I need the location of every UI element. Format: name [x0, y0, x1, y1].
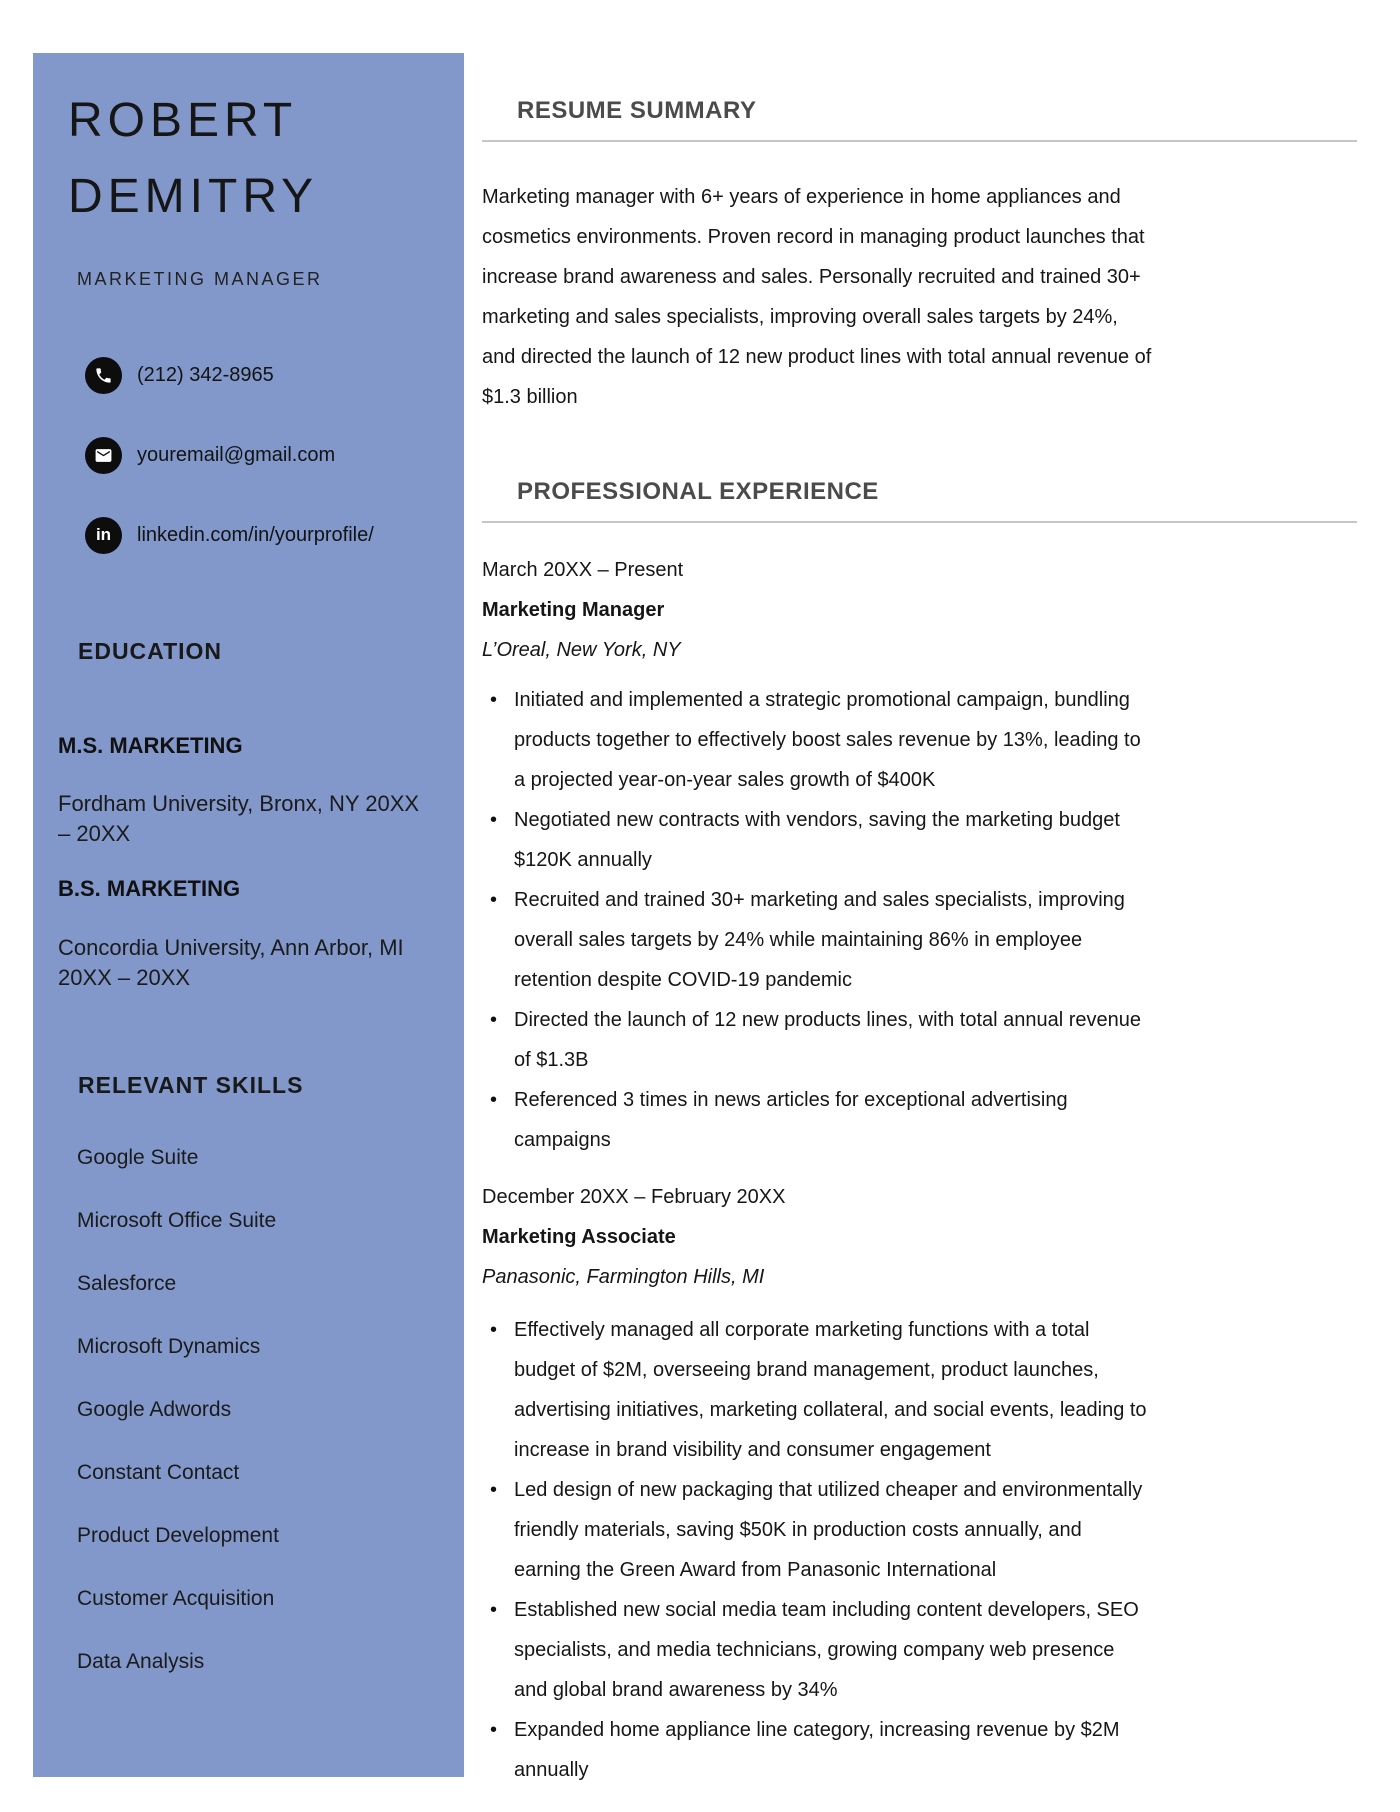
job1-header [482, 550, 683, 670]
job2-bullet-list [482, 1310, 1150, 1790]
skills-heading: RELEVANT SKILLS [78, 1072, 304, 1098]
email-address: youremail@gmail.com [137, 443, 336, 466]
skill-item: Data Analysis [77, 1650, 205, 1673]
contact-linkedin-row [85, 516, 374, 554]
job1-bullet: • Recruited and trained 30+ marketing and sales specialists, improving overall sales targets by 24% while maintaining 86% in employee retention despite COVID-19 pandemic [482, 880, 1150, 1000]
education-heading: EDUCATION [78, 638, 223, 664]
linkedin-icon: in [85, 517, 122, 554]
candidate-name-line1: ROBERT [68, 94, 298, 147]
job1-company: L’Oreal, New York, NY [482, 639, 681, 661]
job2-bullet: • Effectively managed all corporate marketing functions with a total budget of $2M, overseeing brand management, product launches, advertising initiatives, marketing collateral, and social events, leading to increase in brand visibility and consumer engagement [482, 1310, 1150, 1470]
skill-item: Customer Acquisition [77, 1587, 275, 1610]
job2-bullet: • Expanded home appliance line category, increasing revenue by $2M annually [482, 1710, 1150, 1790]
phone-icon [85, 357, 122, 394]
sidebar [33, 53, 464, 1777]
job1-bullet: • Directed the launch of 12 new products lines, with total annual revenue of $1.3B [482, 1000, 1150, 1080]
job1-bullet: • Initiated and implemented a strategic promotional campaign, bundling products together to effectively boost sales revenue by 13%, leading to a projected year-on-year sales growth of $400K [482, 680, 1150, 800]
resume-summary-text: Marketing manager with 6+ years of experience in home appliances and cosmetics environments. Proven record in managing product launches that increase brand awareness and sales. Personally recruited and trained 30+ marketing and sales specialists, improving overall sales targets by 24%, and directed the launch of 12 new product lines with total annual revenue of $1.3 billion [482, 186, 1152, 408]
job1-bullet: • Referenced 3 times in news articles for exceptional advertising campaigns [482, 1080, 1150, 1160]
skill-item: Product Development [77, 1524, 279, 1547]
candidate-name-line2: DEMITRY [68, 170, 319, 223]
contact-phone-row [85, 356, 274, 394]
job1-title: Marketing Manager [482, 599, 665, 621]
candidate-job-title: MARKETING MANAGER [77, 269, 323, 289]
resume-summary-heading: RESUME SUMMARY [517, 97, 757, 124]
candidate-name [68, 83, 318, 235]
degree-bs: B.S. MARKETING [58, 876, 241, 901]
job1-bullet: • Negotiated new contracts with vendors, saving the marketing budget $120K annually [482, 800, 1150, 880]
skill-item: Constant Contact [77, 1461, 240, 1484]
summary-divider [482, 140, 1357, 142]
linkedin-url: linkedin.com/in/yourprofile/ [137, 523, 374, 546]
school-bs: Concordia University, Ann Arbor, MI 20XX – 20XX [58, 935, 404, 990]
job2-company: Panasonic, Farmington Hills, MI [482, 1266, 765, 1288]
contact-email-row [85, 436, 335, 474]
skill-item: Google Suite [77, 1146, 199, 1169]
email-icon [85, 437, 122, 474]
skills-list [77, 1146, 279, 1713]
phone-number: (212) 342-8965 [137, 363, 274, 386]
skill-item: Salesforce [77, 1272, 177, 1295]
experience-divider [482, 521, 1357, 523]
school-ms: Fordham University, Bronx, NY 20XX – 20XX [58, 791, 420, 846]
job1-bullet-list [482, 680, 1150, 1160]
job2-dates: December 20XX – February 20XX [482, 1186, 786, 1208]
job1-dates: March 20XX – Present [482, 559, 684, 581]
job2-header [482, 1177, 786, 1297]
skill-item: Google Adwords [77, 1398, 232, 1421]
job2-bullet: • Established new social media team including content developers, SEO specialists, and media technicians, growing company web presence and global brand awareness by 34% [482, 1590, 1150, 1710]
professional-experience-heading: PROFESSIONAL EXPERIENCE [517, 478, 879, 505]
job2-bullet: • Led design of new packaging that utilized cheaper and environmentally friendly materials, saving $50K in production costs annually, and earning the Green Award from Panasonic International [482, 1470, 1150, 1590]
skill-item: Microsoft Office Suite [77, 1209, 277, 1232]
degree-ms: M.S. MARKETING [58, 733, 243, 758]
skill-item: Microsoft Dynamics [77, 1335, 261, 1358]
job2-title: Marketing Associate [482, 1226, 676, 1248]
